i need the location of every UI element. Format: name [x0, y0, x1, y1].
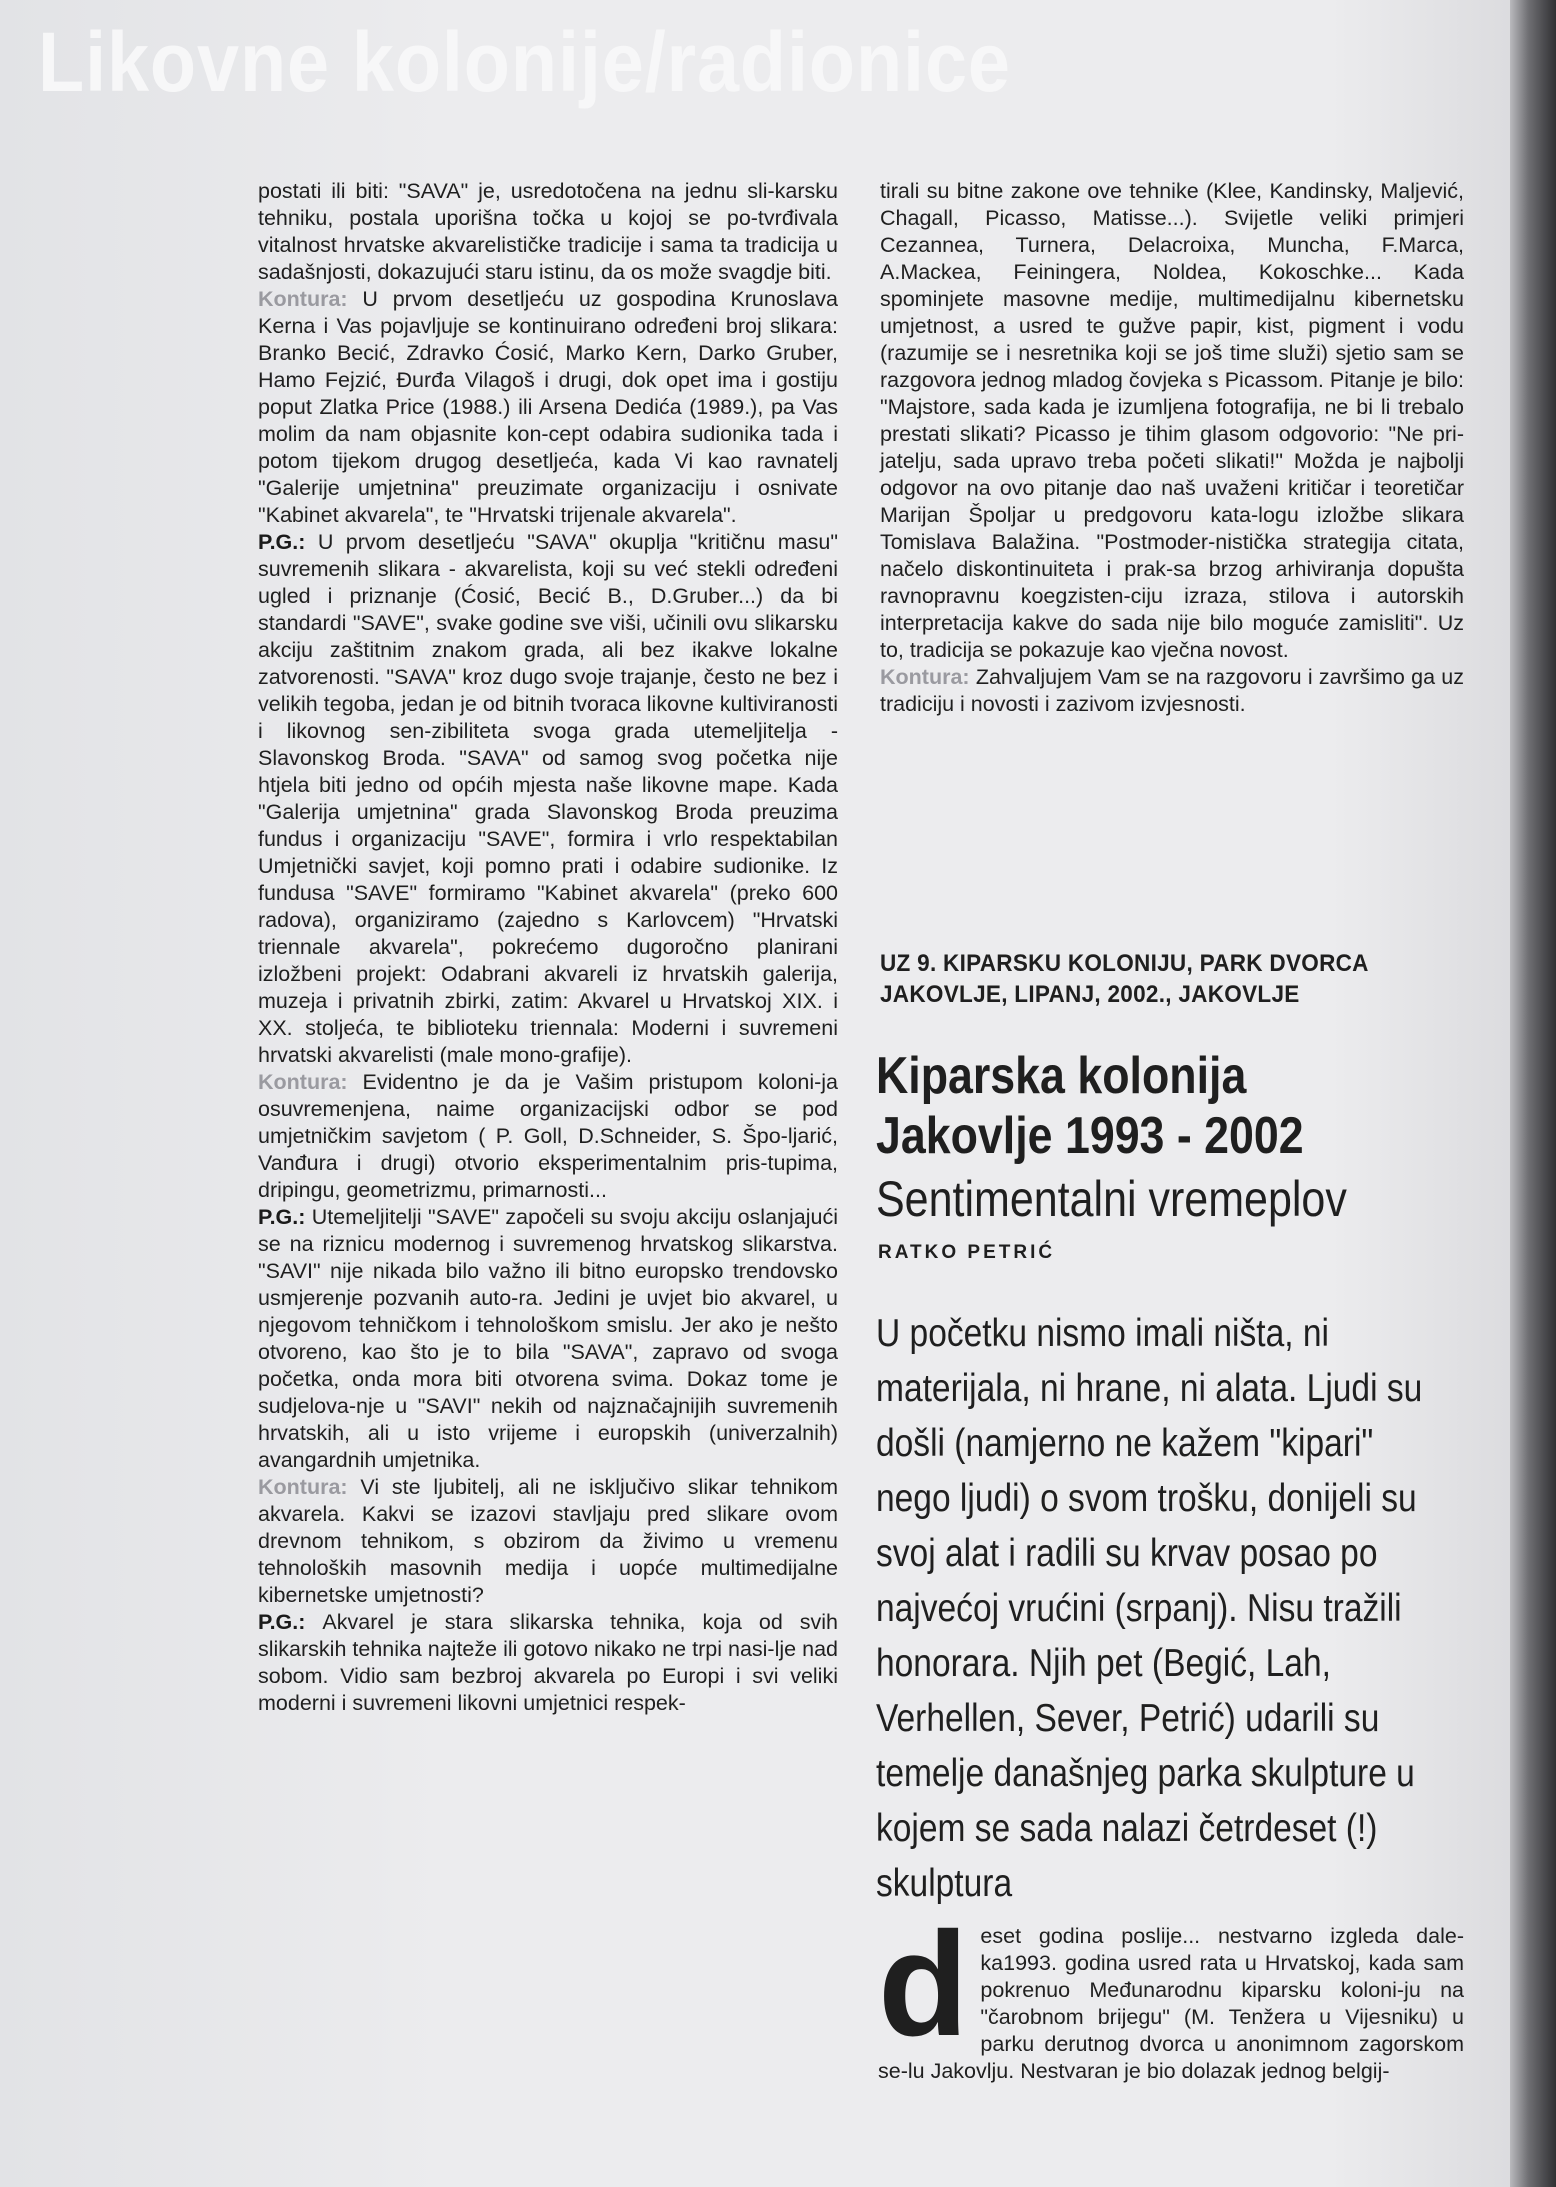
article-kicker — [880, 948, 1423, 1010]
paragraph-text: Akvarel je stara slikarska tehnika, koja od svih slikarskih tehnika najteže ili gotovo nikako ne trpi nasi-lje nad sobom. Vidio sam bezbroj akvarela po Europi i svi veliki moderni i suvremeni likovni umjetnici respek- — [258, 1610, 839, 1715]
speaker-label-pg: P.G.: — [258, 530, 318, 554]
headline-line-2: Jakovlje 1993 - 2002 — [876, 1107, 1304, 1165]
speaker-label-kontura: Kontura: — [258, 1070, 363, 1094]
paragraph — [258, 178, 838, 286]
book-spine-shadow — [1510, 0, 1556, 2187]
speaker-label-kontura: Kontura: — [258, 287, 363, 311]
speaker-label-kontura: Kontura: — [258, 1475, 361, 1499]
paragraph — [880, 664, 1464, 718]
paragraph-text: Evidentno je da je Vašim pristupom koloni-ja osuvremenjena, naime organizacijski odbor se pod umjetničkim savjetom ( P. Goll, D.Schneider, S. Špo-ljarić, Vanđura i drugi) otvorio eksperimentalnim pris-tupima, dripingu, geometrizmu, primarnosti... — [258, 1070, 838, 1202]
headline-line-1: Kiparska kolonija — [876, 1047, 1247, 1105]
paragraph — [258, 1474, 838, 1609]
paragraph-text: U prvom desetljeću uz gospodina Krunoslava Kerna i Vas pojavljuje se kontinuirano određeni broj slikara: Branko Becić, Zdravko Ćosić, Marko Kern, Darko Gruber, Hamo Fejzić, Đurđa Vilagoš i drugi, dok opet ima i gostiju poput Zlatka Price (1988.) ili Arsena Dedića (1989.), pa Vas molim da nam objasnite kon-cept odabira sudionika tada i potom tijekom drugog desetljeća, kada Vi kao ravnatelj "Galerije umjetnina" preuzimate organizaciju i osnivate "Kabinet akvarela", te "Hrvatski trijenale akvarela". — [258, 287, 838, 527]
interview-column-left — [258, 178, 838, 1717]
article-body-text: eset godina poslije... nestvarno izgleda dale-ka1993. godina usred rata u Hrvatskoj, kada sam pokrenuo Međunarodnu kiparsku koloni-ju na "čarobnom brijegu" (M. Tenžera u Vijesniku) u parku derutnog dvorca u anonimnom zagorskom se-lu Jakovlju. Nestvaran je bio dolazak jednog belgij- — [878, 1924, 1464, 2083]
paragraph-text: tirali su bitne zakone ove tehnike (Klee, Kandinsky, Maljević, Chagall, Picasso, Matisse...). Svijetle veliki primjeri Cezannea, Turnera, Delacroixa, Muncha, F.Marca, A.Mackea, Feiningera, Noldea, Kokoschke... Kada spominjete masovne medije, multimedijalnu kibernetsku umjetnost, a usred te gužve papir, kist, pigment i vodu (razumije se i nesretnika koji se još time služi) sjetio sam se razgovora jednog mladog čovjeka s Picassom. Pitanje je bilo: "Majstore, sada kada je izumljena fotografija, ne bi li trebalo prestati slikati? Picasso je tihim glasom odgovorio: "Ne pri-jatelju, sada upravo treba početi slikati!" Možda je najbolji odgovor na ovo pitanje dao naš uvaženi kritičar i teoretičar Marijan Špoljar u predgovoru kata-logu izložbe slikara Tomislava Balažina. "Postmoder-nistička strategija citata, načelo diskontinuiteta i prak-sa brzog arhiviranja dopušta ravnopravnu koegzisten-ciju izraza, stilova i autorskih interpretacija kakve do sada nije bilo moguće zamisliti". Uz to, tradicija se pokazuje kao vječna novost. — [880, 179, 1464, 662]
speaker-label-kontura: Kontura: — [880, 665, 976, 689]
article-lead: U početku nismo imali ništa, ni materijala, ni hrane, ni alata. Ljudi su došli (namjerno ne kažem "kipari" nego ljudi) o svom trošku, donijeli su svoj alat i radili su krvav posao po najvećoj vrućini (srpanj). Nisu tražili honorara. Njih pet (Begić, Lah, Verhellen, Sever, Petrić) udarili su temelje današnjeg parka skulpture u kojem se sada nalazi četrdeset (!) skulptura — [876, 1312, 1423, 1905]
article-body — [878, 1902, 1464, 2085]
article-headline — [876, 1046, 1409, 1166]
paragraph — [258, 529, 838, 1069]
paragraph — [258, 286, 838, 529]
paragraph-text: U prvom desetljeću "SAVA" okuplja "kritičnu masu" suvremenih slikara - akvarelista, koji su već stekli određeni ugled i priznanje (Ćosić, Becić B., D.Gruber...) da bi standardi "SAVE", svake godine sve viši, učinili ovu slikarsku akciju zaštitnim znakom grada, ali bez ikakve lokalne zatvorenosti. "SAVA" kroz dugo svoje trajanje, često ne bez i velikih tegoba, jedan je od bitnih tvoraca likovne kultiviranosti i likovnog sen-zibiliteta svoga grada utemeljitelja - Slavonskog Broda. "SAVA" od samog svog početka nije htjela biti jedno od općih mjesta naše likovne mape. Kada "Galerija umjetnina" grada Slavonskog Broda preuzima fundus i organizaciju "SAVE", formira i vrlo respektabilan Umjetnički savjet, koji pomno prati i odabire sudionike. Iz fundusa "SAVE" formiramo "Kabinet akvarela" (preko 600 radova), organiziramo (zajedno s Karlovcem) "Hrvatski triennale akvarela", pokrećemo dugoročno planirani izložbeni projekt: Odabrani akvareli iz hrvatskih galerija, muzeja i privatnih zbirki, zatim: Akvarel u Hrvatskoj XIX. i XX. stoljeća, te biblioteku triennala: Moderni i suvremeni hrvatski akvarelisti (male mono-grafije). — [258, 530, 839, 1067]
kicker-line-2: JAKOVLJE, LIPANJ, 2002., JAKOVLJE — [880, 981, 1300, 1008]
paragraph — [258, 1204, 838, 1474]
paragraph-text: Zahvaljujem Vam se na razgovoru i završimo ga uz tradiciju i novosti i zazivom izvjesnosti. — [880, 665, 1464, 716]
drop-cap: d — [878, 1902, 969, 2067]
speaker-label-pg: P.G.: — [258, 1205, 312, 1229]
article-author: RATKO PETRIĆ — [878, 1242, 1056, 1263]
article-subtitle: Sentimentalni vremeplov — [876, 1171, 1347, 1227]
speaker-label-pg: P.G.: — [258, 1610, 323, 1634]
paragraph-text: postati ili biti: "SAVA" je, usredotočena na jednu sli-karsku tehniku, postala uporišna točka u kojoj se po-tvrđivala vitalnost hrvatske akvarelističke tradicije i sama ta tradicija u sadašnjosti, dokazujući staru istinu, da os može svagdje biti. — [258, 179, 838, 284]
section-header-title: Likovne kolonije/radionice — [38, 15, 1011, 109]
paragraph — [258, 1069, 838, 1204]
interview-column-right — [880, 178, 1464, 718]
paragraph — [880, 178, 1464, 664]
paragraph-text: Vi ste ljubitelj, ali ne isključivo slikar tehnikom akvarela. Kakvi se izazovi stavljaju pred slikare ovom drevnom tehnikom, s obzirom da živimo u vremenu tehnoloških masovnih medija i uopće multimedijalne kibernetske umjetnosti? — [258, 1475, 839, 1607]
kicker-line-1: UZ 9. KIPARSKU KOLONIJU, PARK DVORCA — [880, 950, 1369, 977]
paragraph-text: Utemeljitelji "SAVE" započeli su svoju akciju oslanjajući se na riznicu modernog i suvremenog hrvatskog slikarstva. "SAVI" nije nikada bilo važno ili bitno europsko trendovsko usmjerenje pozvanih auto-ra. Jedini je uvjet bio akvarel, u njegovom tehničkom i tehnološkom smislu. Jer ako je nešto otvoreno, kao što je to bila "SAVA", zapravo od svoga početka, onda mora biti otvorena svima. Dokaz tome je sudjelova-nje u "SAVI" nekih od najznačajnijih suvremenih hrvatskih, ali u isto vrijeme i europskih (univerzalnih) avangardnih umjetnika. — [258, 1205, 838, 1472]
paragraph — [258, 1609, 838, 1717]
